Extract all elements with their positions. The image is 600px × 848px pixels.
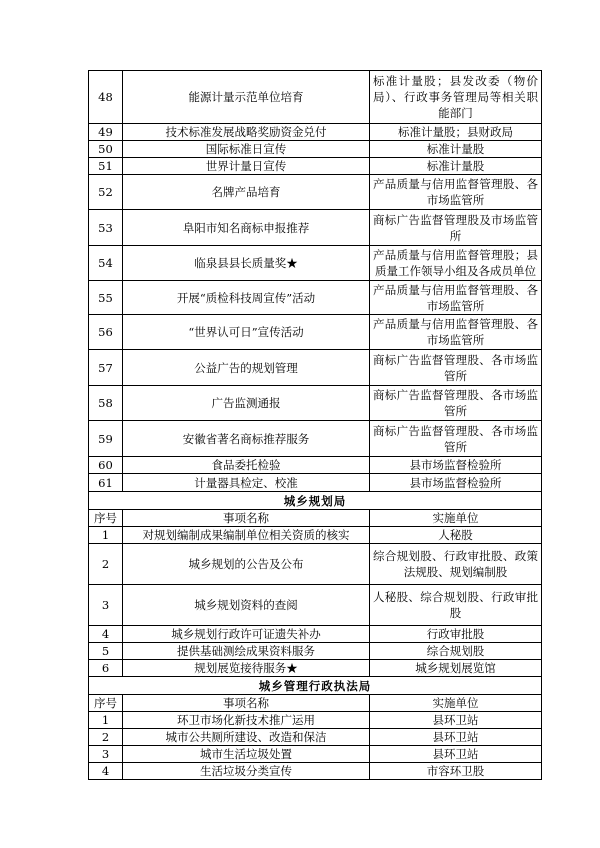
table-row [89,527,542,544]
table-row [89,712,542,729]
item-name: 世界计量日宣传 [123,158,370,175]
item-name: 城市公共厕所建设、改造和保洁 [123,729,370,746]
item-name: “世界认可日”宣传活动 [123,315,370,350]
item-name: 城乡规划行政许可证遗失补办 [123,626,370,643]
section-title-row [89,492,542,510]
row-number: 58 [89,386,123,421]
row-number: 48 [89,71,123,124]
item-name: 安徽省著名商标推荐服务 [123,421,370,457]
implementing-unit: 产品质量与信用监督管理股、各市场监管所 [370,175,542,210]
header-implementing-unit: 实施单位 [370,695,542,712]
header-number: 序号 [89,510,123,527]
row-number: 1 [89,527,123,544]
table-row [89,350,542,386]
table-row [89,71,542,124]
section-title: 城乡规划局 [89,492,542,510]
row-number: 4 [89,763,123,780]
implementing-unit: 标准计量股；县财政局 [370,124,542,141]
header-implementing-unit: 实施单位 [370,510,542,527]
row-number: 5 [89,643,123,660]
item-name: 技术标准发展战略奖励资金兑付 [123,124,370,141]
item-name: 广告监测通报 [123,386,370,421]
implementing-unit: 综合规划股、行政审批股、政策法规股、规划编制股 [370,544,542,585]
row-number: 59 [89,421,123,457]
item-name: 城市生活垃圾处置 [123,746,370,763]
implementing-unit: 县市场监督检验所 [370,474,542,492]
table-row [89,729,542,746]
row-number: 52 [89,175,123,210]
table-row [89,585,542,626]
implementing-unit: 县环卫站 [370,712,542,729]
table-row [89,457,542,474]
section-title: 城乡管理行政执法局 [89,677,542,695]
row-number: 1 [89,712,123,729]
row-number: 53 [89,210,123,246]
table-row [89,474,542,492]
implementing-unit: 标准计量股；县发改委（物价局）、行政事务管理局等相关职能部门 [370,71,542,124]
table-row [89,210,542,246]
item-name: 能源计量示范单位培育 [123,71,370,124]
implementing-unit: 人秘股 [370,527,542,544]
row-number: 4 [89,626,123,643]
item-name: 食品委托检验 [123,457,370,474]
row-number: 54 [89,246,123,281]
implementing-unit: 城乡规划展览馆 [370,660,542,677]
table-row [89,315,542,350]
item-name: 生活垃圾分类宣传 [123,763,370,780]
implementing-unit: 商标广告监督管理股、各市场监管所 [370,350,542,386]
table-row [89,626,542,643]
row-number: 60 [89,457,123,474]
service-items-table [88,70,542,780]
implementing-unit: 产品质量与信用监督管理股、各市场监管所 [370,315,542,350]
row-number: 55 [89,281,123,315]
table-row [89,158,542,175]
header-item-name: 事项名称 [123,695,370,712]
row-number: 61 [89,474,123,492]
row-number: 49 [89,124,123,141]
row-number: 57 [89,350,123,386]
item-name: 对规划编制成果编制单位相关资质的核实 [123,527,370,544]
row-number: 2 [89,729,123,746]
item-name: 名牌产品培育 [123,175,370,210]
item-name: 城乡规划的公告及公布 [123,544,370,585]
row-number: 50 [89,141,123,158]
item-name: 临泉县县长质量奖★ [123,246,370,281]
row-number: 51 [89,158,123,175]
implementing-unit: 县市场监督检验所 [370,457,542,474]
implementing-unit: 县环卫站 [370,729,542,746]
table-row [89,386,542,421]
section-title-row [89,677,542,695]
header-number: 序号 [89,695,123,712]
table-row [89,763,542,780]
table-row [89,421,542,457]
table-row [89,746,542,763]
item-name: 开展“质检科技周宣传”活动 [123,281,370,315]
row-number: 56 [89,315,123,350]
implementing-unit: 标准计量股 [370,158,542,175]
item-name: 提供基础测绘成果资料服务 [123,643,370,660]
item-name: 阜阳市知名商标申报推荐 [123,210,370,246]
table-row [89,281,542,315]
item-name: 公益广告的规划管理 [123,350,370,386]
table-header-row [89,510,542,527]
implementing-unit: 商标广告监督管理股、各市场监管所 [370,386,542,421]
row-number: 6 [89,660,123,677]
item-name: 环卫市场化新技术推广运用 [123,712,370,729]
implementing-unit: 商标广告监督管理股及市场监管所 [370,210,542,246]
item-name: 规划展览接待服务★ [123,660,370,677]
item-name: 国际标准日宣传 [123,141,370,158]
item-name: 城乡规划资料的查阅 [123,585,370,626]
table-header-row [89,695,542,712]
row-number: 2 [89,544,123,585]
row-number: 3 [89,746,123,763]
table-row [89,175,542,210]
table-row [89,544,542,585]
implementing-unit: 行政审批股 [370,626,542,643]
implementing-unit: 产品质量与信用监督管理股、各市场监管所 [370,281,542,315]
header-item-name: 事项名称 [123,510,370,527]
table-row [89,643,542,660]
table-row [89,660,542,677]
implementing-unit: 市容环卫股 [370,763,542,780]
table-row [89,246,542,281]
table-row [89,124,542,141]
implementing-unit: 综合规划股 [370,643,542,660]
implementing-unit: 县环卫站 [370,746,542,763]
table-row [89,141,542,158]
implementing-unit: 人秘股、综合规划股、行政审批股 [370,585,542,626]
implementing-unit: 产品质量与信用监督管理股；县质量工作领导小组及各成员单位 [370,246,542,281]
item-name: 计量器具检定、校准 [123,474,370,492]
row-number: 3 [89,585,123,626]
implementing-unit: 商标广告监督管理股、各市场监管所 [370,421,542,457]
implementing-unit: 标准计量股 [370,141,542,158]
